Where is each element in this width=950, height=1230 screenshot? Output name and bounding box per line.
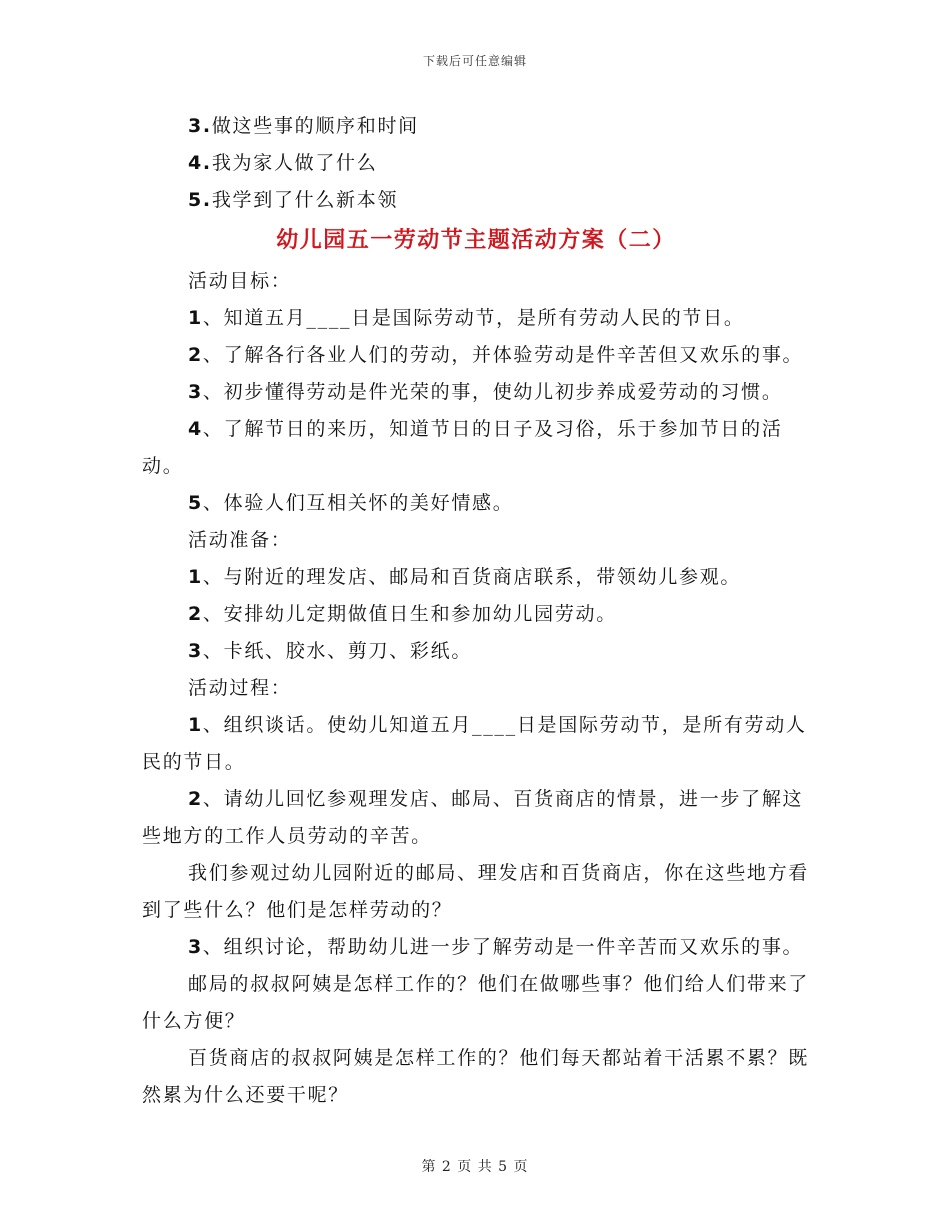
goals-heading: 活动目标： xyxy=(188,270,292,292)
process-number: 1 xyxy=(188,714,203,736)
goal-text: 、初步懂得劳动是件光荣的事，使幼儿初步养成爱劳动的习惯。 xyxy=(202,381,783,403)
page-footer: 第 2 页 共 5 页 xyxy=(421,1159,529,1175)
goal-item-2 xyxy=(142,337,810,374)
list-number: 4. xyxy=(188,152,212,174)
prep-item-2 xyxy=(142,596,810,633)
prep-item-3 xyxy=(142,633,810,670)
section-title: 幼儿园五一劳动节主题活动方案（二） xyxy=(276,228,676,253)
list-number: 5. xyxy=(188,189,212,211)
page-header: 下载后可任意编辑 xyxy=(422,54,527,68)
process-text: 、组织谈话。使幼儿知道五月____日是国际劳动节，是所有劳动人民的节日。 xyxy=(142,714,807,773)
goal-text: 、了解各行各业人们的劳动，并体验劳动是件辛苦但又欢乐的事。 xyxy=(202,344,804,366)
goal-text: 、体验人们互相关怀的美好情感。 xyxy=(202,492,514,514)
process-step-1 xyxy=(142,707,810,781)
process-number: 2 xyxy=(188,788,203,810)
prep-number: 1 xyxy=(188,566,203,588)
process-number: 3 xyxy=(188,936,203,958)
prep-text: 、安排幼儿定期做值日生和参加幼儿园劳动。 xyxy=(202,603,617,625)
goal-text: 、知道五月____日是国际劳动节，是所有劳动人民的节日。 xyxy=(202,307,745,329)
goal-number: 1 xyxy=(188,307,203,329)
process-step-2 xyxy=(142,781,810,855)
process-step-3-questions-post: 邮局的叔叔阿姨是怎样工作的？他们在做哪些事？他们给人们带来了什么方便？ xyxy=(142,973,810,1032)
goal-item-3 xyxy=(142,374,810,411)
process-heading: 活动过程： xyxy=(188,677,292,699)
goal-number: 3 xyxy=(188,381,203,403)
prep-number: 2 xyxy=(188,603,203,625)
goal-text: 、了解节日的来历，知道节日的日子及习俗，乐于参加节日的活动。 xyxy=(142,418,783,477)
list-item-3 xyxy=(142,108,810,145)
prep-heading: 活动准备： xyxy=(188,529,292,551)
process-text: 、请幼儿回忆参观理发店、邮局、百货商店的情景，进一步了解这些地方的工作人员劳动的辛苦。 xyxy=(142,788,804,847)
process-step-3 xyxy=(142,929,810,966)
list-item-5 xyxy=(142,182,810,219)
prep-text: 、与附近的理发店、邮局和百货商店联系，带领幼儿参观。 xyxy=(202,566,742,588)
list-text: 我为家人做了什么 xyxy=(211,152,378,174)
list-text: 做这些事的顺序和时间 xyxy=(211,115,419,137)
process-text: 、组织讨论，帮助幼儿进一步了解劳动是一件辛苦而又欢乐的事。 xyxy=(202,936,804,958)
goal-item-5 xyxy=(142,485,810,522)
goal-number: 2 xyxy=(188,344,203,366)
goal-number: 5 xyxy=(188,492,203,514)
goal-item-1 xyxy=(142,300,810,337)
prep-text: 、卡纸、胶水、剪刀、彩纸。 xyxy=(202,640,473,662)
prep-item-1 xyxy=(142,559,810,596)
goal-item-4 xyxy=(142,411,810,485)
process-step-2-questions: 我们参观过幼儿园附近的邮局、理发店和百货商店，你在这些地方看到了些什么？他们是怎样劳动的？ xyxy=(142,862,810,921)
list-text: 我学到了什么新本领 xyxy=(211,189,399,211)
document-body xyxy=(142,108,810,1114)
list-number: 3. xyxy=(188,115,212,137)
prep-number: 3 xyxy=(188,640,203,662)
list-item-4 xyxy=(142,145,810,182)
process-step-3-questions-store: 百货商店的叔叔阿姨是怎样工作的？他们每天都站着干活累不累？既然累为什么还要干呢？ xyxy=(142,1047,810,1106)
goal-number: 4 xyxy=(188,418,203,440)
